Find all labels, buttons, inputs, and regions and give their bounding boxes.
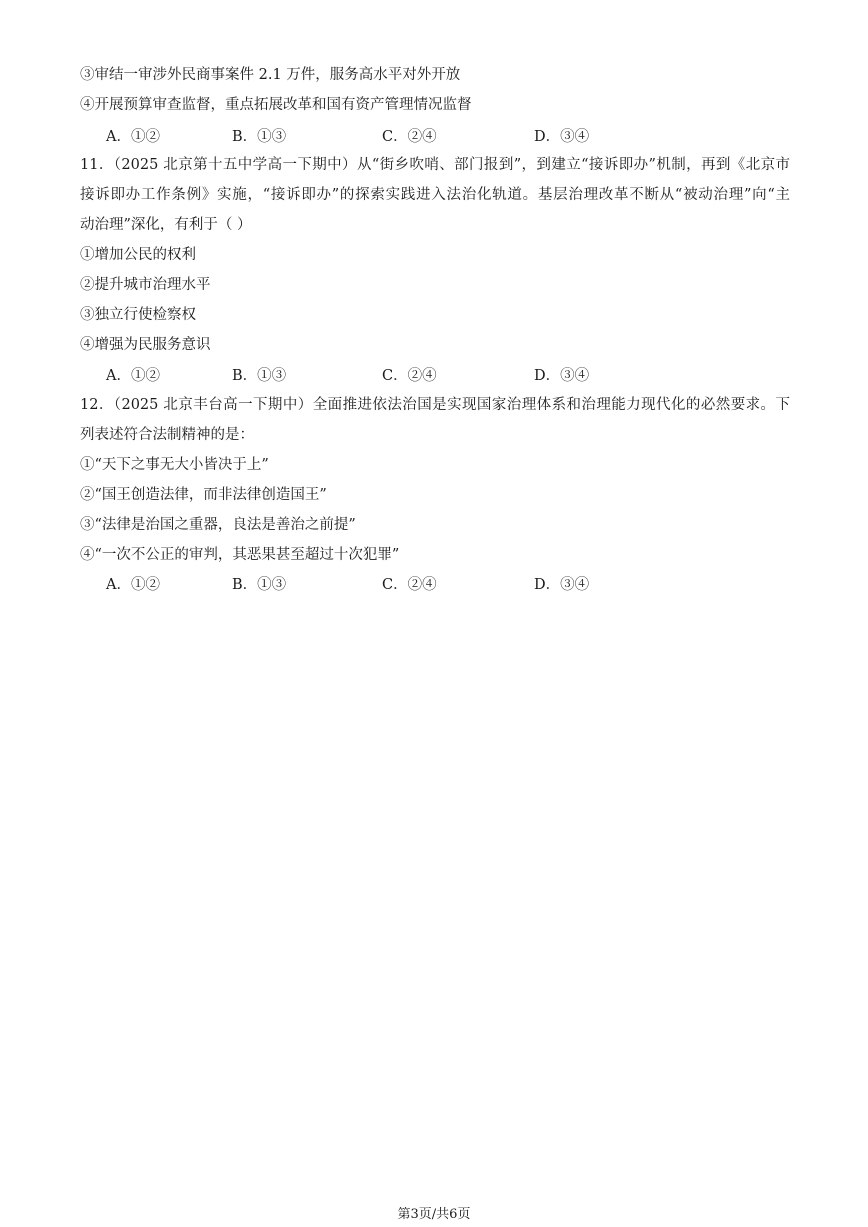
q12-item-2: ②“国王创造法律，而非法律创造国王” bbox=[80, 487, 327, 503]
q11-item-3: ③独立行使检察权 bbox=[80, 307, 196, 323]
q11-stem-line-1: 11．（2025 北京第十五中学高一下期中）从“街乡吹哨、部门报到”，到建立“接诉即办”机制，再到《北京市 bbox=[80, 157, 790, 173]
q12-option-a: A．①② bbox=[106, 577, 160, 593]
q12-stem-line-1: 12．（2025 北京丰台高一下期中）全面推进依法治国是实现国家治理体系和治理能力现代化的必然要求。下 bbox=[80, 397, 790, 413]
q11-stem-line-2: 接诉即办工作条例》实施，“接诉即办”的探索实践进入法治化轨道。基层治理改革不断从“被动治理”向“主 bbox=[80, 187, 790, 203]
q12-option-d: D．③④ bbox=[534, 577, 590, 593]
q11-options bbox=[106, 366, 666, 386]
q12-options bbox=[106, 575, 666, 595]
q12-option-b: B．①③ bbox=[232, 577, 287, 593]
q10-option-a: A．①② bbox=[106, 129, 160, 145]
q12-option-c: C．②④ bbox=[382, 577, 437, 593]
q11-option-d: D．③④ bbox=[534, 368, 590, 384]
q10-options bbox=[106, 127, 666, 147]
q11-item-1: ①增加公民的权利 bbox=[80, 247, 196, 263]
q11-option-b: B．①③ bbox=[232, 368, 287, 384]
q10-option-b: B．①③ bbox=[232, 129, 287, 145]
q11-stem-line-3: 动治理”深化，有利于（ ） bbox=[80, 217, 252, 233]
q12-item-4: ④“一次不公正的审判，其恶果甚至超过十次犯罪” bbox=[80, 547, 400, 563]
q10-item-3: ③审结一审涉外民商事案件 2.1 万件，服务高水平对外开放 bbox=[80, 67, 461, 83]
q12-item-1: ①“天下之事无大小皆决于上” bbox=[80, 457, 269, 473]
q12-stem-line-2: 列表述符合法制精神的是： bbox=[80, 427, 254, 443]
page-number-footer: 第3页/共6页 bbox=[397, 1207, 471, 1222]
q10-item-4: ④开展预算审查监督，重点拓展改革和国有资产管理情况监督 bbox=[80, 97, 472, 113]
q12-item-3: ③“法律是治国之重器，良法是善治之前提” bbox=[80, 517, 356, 533]
q11-option-c: C．②④ bbox=[382, 368, 437, 384]
q10-option-d: D．③④ bbox=[534, 129, 590, 145]
q11-option-a: A．①② bbox=[106, 368, 160, 384]
q11-item-2: ②提升城市治理水平 bbox=[80, 277, 211, 293]
q10-option-c: C．②④ bbox=[382, 129, 437, 145]
q11-item-4: ④增强为民服务意识 bbox=[80, 337, 211, 353]
